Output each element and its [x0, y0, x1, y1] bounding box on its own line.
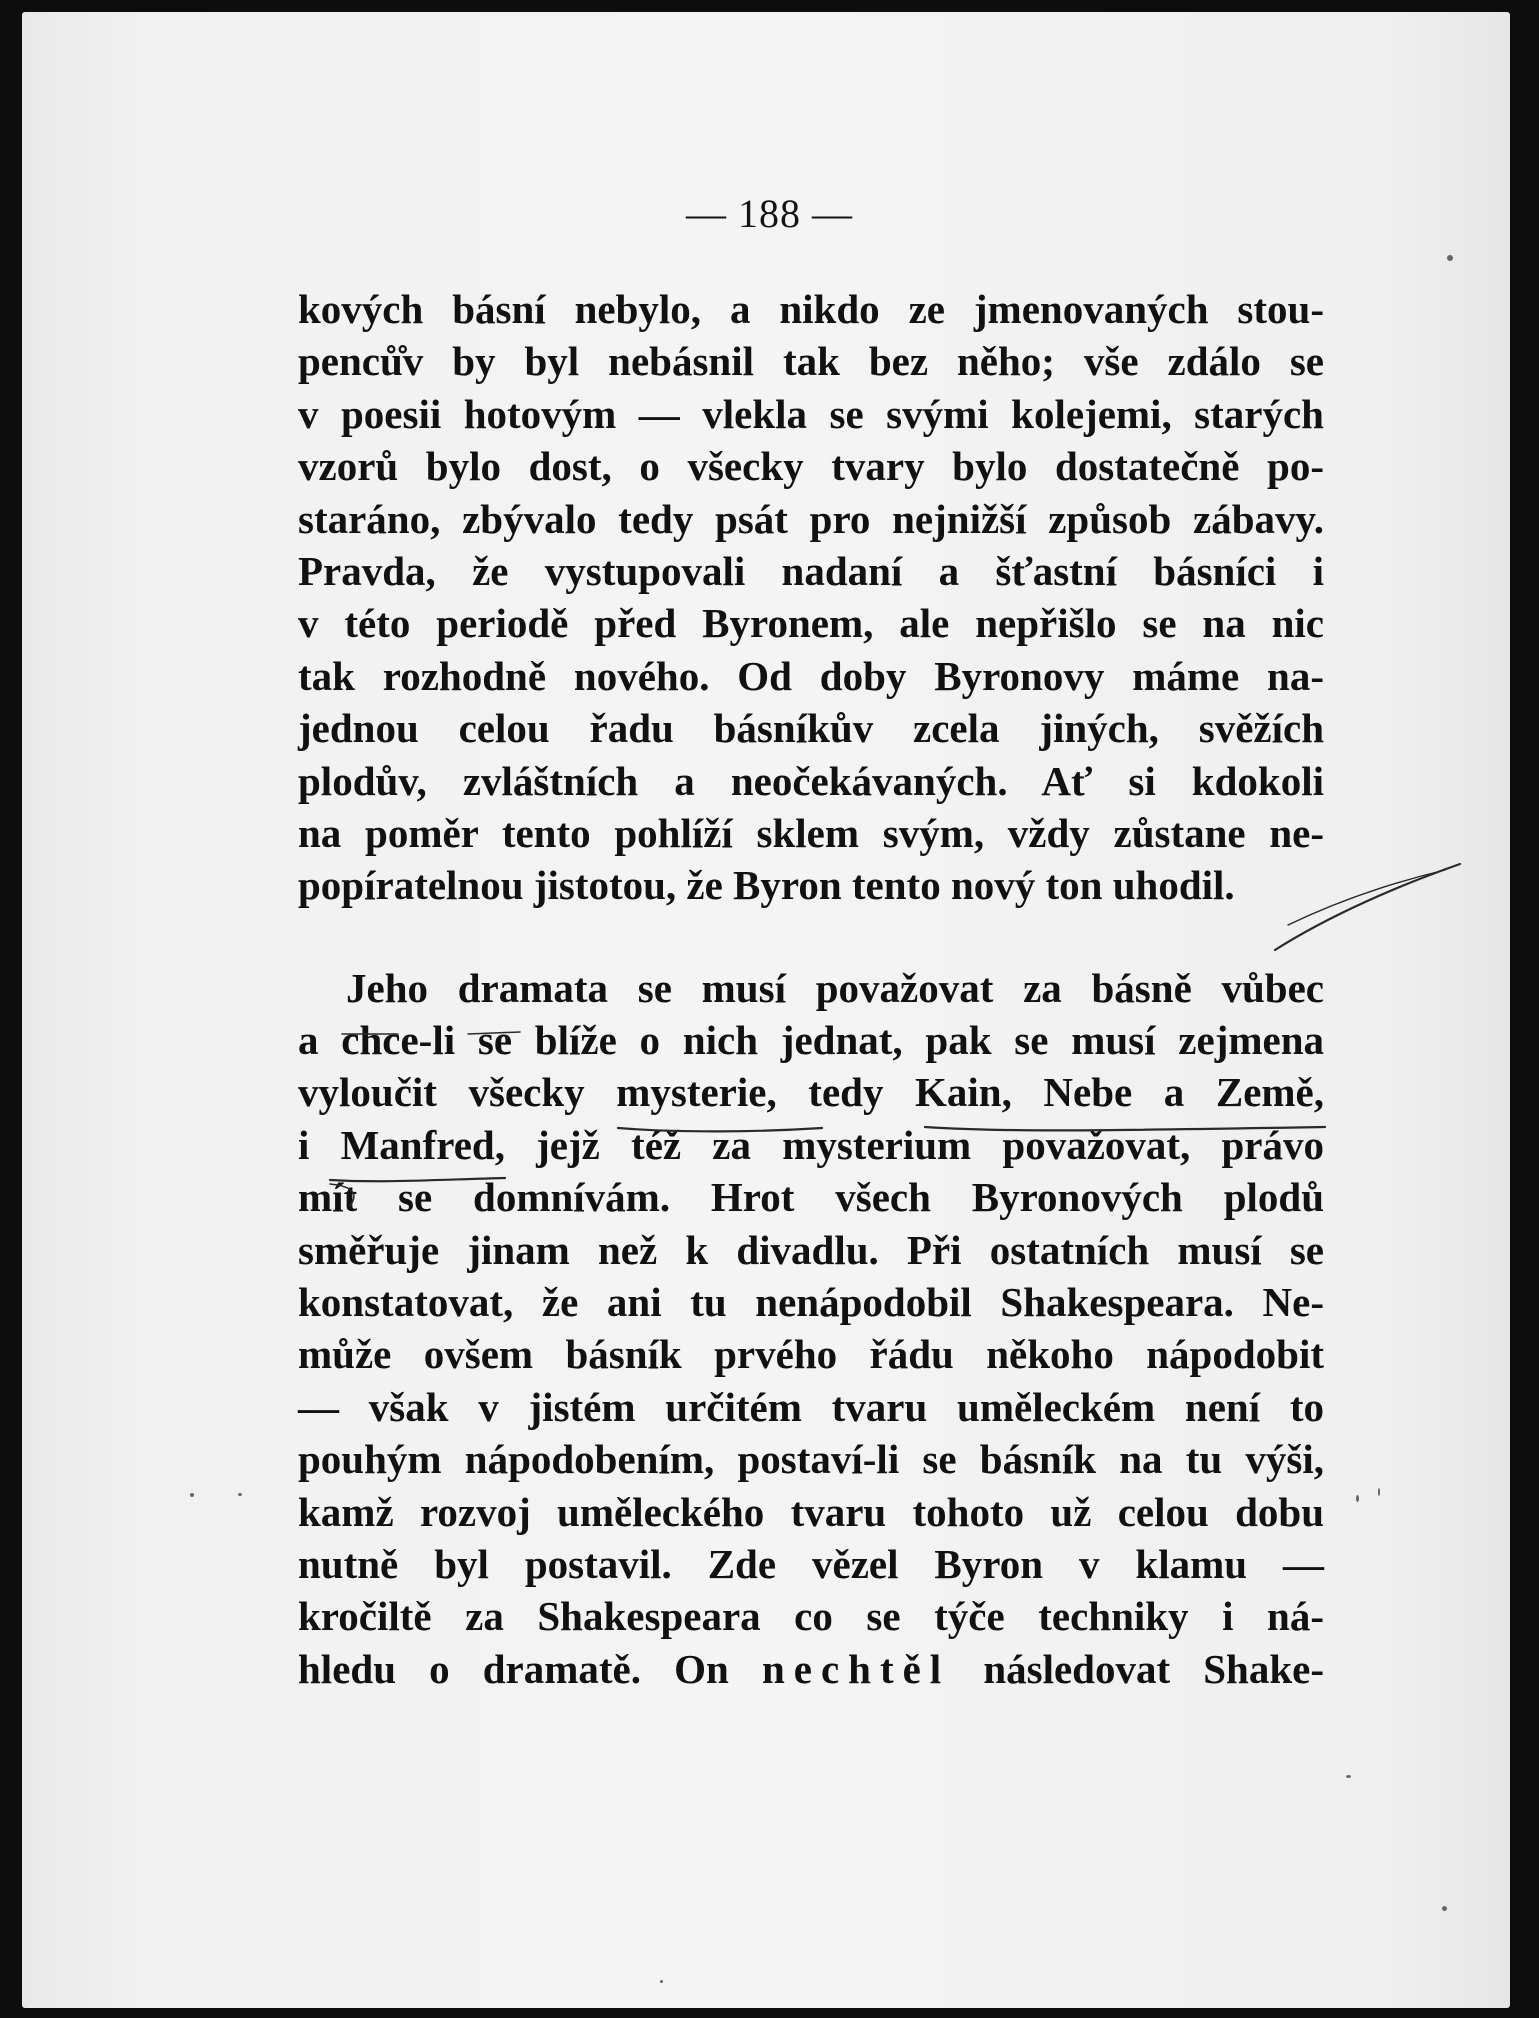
text-line: mít se domnívám. Hrot všech Byronových plodů [298, 1174, 1324, 1221]
text-line: nutně byl postavil. Zde vězel Byron v klamu — [298, 1540, 1324, 1587]
text-line: jednou celou řadu básníkův zcela jiných, svěžích [298, 705, 1324, 752]
text-line: — však v jistém určitém tvaru uměleckém není to [298, 1383, 1324, 1430]
text-line: vzorů bylo dost, o všecky tvary bylo dostatečně po- [298, 443, 1324, 490]
text-line: pouhým nápodobením, postaví-li se básník na tu výši, [298, 1436, 1324, 1483]
text-line: kových básní nebylo, a nikdo ze jmenovaných stou- [298, 286, 1324, 332]
body-text [298, 283, 1324, 1695]
text-line: v této periodě před Byronem, ale nepřišlo se na nic [298, 600, 1324, 647]
text-line: penců̊v by byl nebásnil tak bez něho; vše zdálo se [298, 338, 1324, 385]
emphasized-word: nechtěl [761, 1645, 951, 1692]
text-line: tak rozhodně nového. Od doby Byronovy máme na- [298, 652, 1324, 699]
page-number: — 188 — [686, 191, 853, 236]
text-line: vyloučit všecky mysterie, tedy Kain, Nebe a Země, [298, 1069, 1324, 1116]
paragraph-1 [298, 283, 1324, 912]
text-segment: následovat Shake- [983, 1645, 1325, 1692]
text-line: v poesii hotovým — vlekla se svými kolejemi, starých [298, 390, 1324, 437]
paragraph-2 [298, 962, 1324, 1695]
text-line: kamž rozvoj uměleckého tvaru tohoto už celou dobu [298, 1488, 1324, 1535]
text-line: a chce-li se blíže o nich jednat, pak se musí zejmena [298, 1017, 1324, 1064]
text-segment: On [674, 1645, 729, 1692]
text-line: popíratelnou jistotou, že Byron tento nový ton uhodil. [298, 862, 1235, 909]
text-line: konstatovat, že ani tu nenápodobil Shakespeara. Ne- [298, 1279, 1324, 1326]
paragraph-gap [298, 912, 1324, 962]
text-line: plodův, zvláštních a neočekávaných. Ať si kdokoli [298, 757, 1324, 804]
text-line: může ovšem básník prvého řádu někoho nápodobit [298, 1331, 1324, 1378]
text-line: směřuje jinam než k divadlu. Při ostatních musí se [298, 1226, 1324, 1273]
text-line-final [298, 1643, 1324, 1695]
text-line: staráno, zbývalo tedy psát pro nejnižší způsob zábavy. [298, 495, 1324, 542]
text-segment: hledu o dramatě. [298, 1645, 641, 1692]
text-line: kročiltě za Shakespeara co se týče techniky i ná- [298, 1593, 1324, 1640]
text-line: i Manfred, jejž též za mysterium považovat, právo [298, 1121, 1324, 1168]
text-line: Pravda, že vystupovali nadaní a šťastní básníci i [298, 547, 1324, 594]
text-line: Jeho dramata se musí považovat za básně vůbec [346, 964, 1324, 1011]
text-line: na poměr tento pohlíží sklem svým, vždy zůstane ne- [298, 809, 1324, 856]
